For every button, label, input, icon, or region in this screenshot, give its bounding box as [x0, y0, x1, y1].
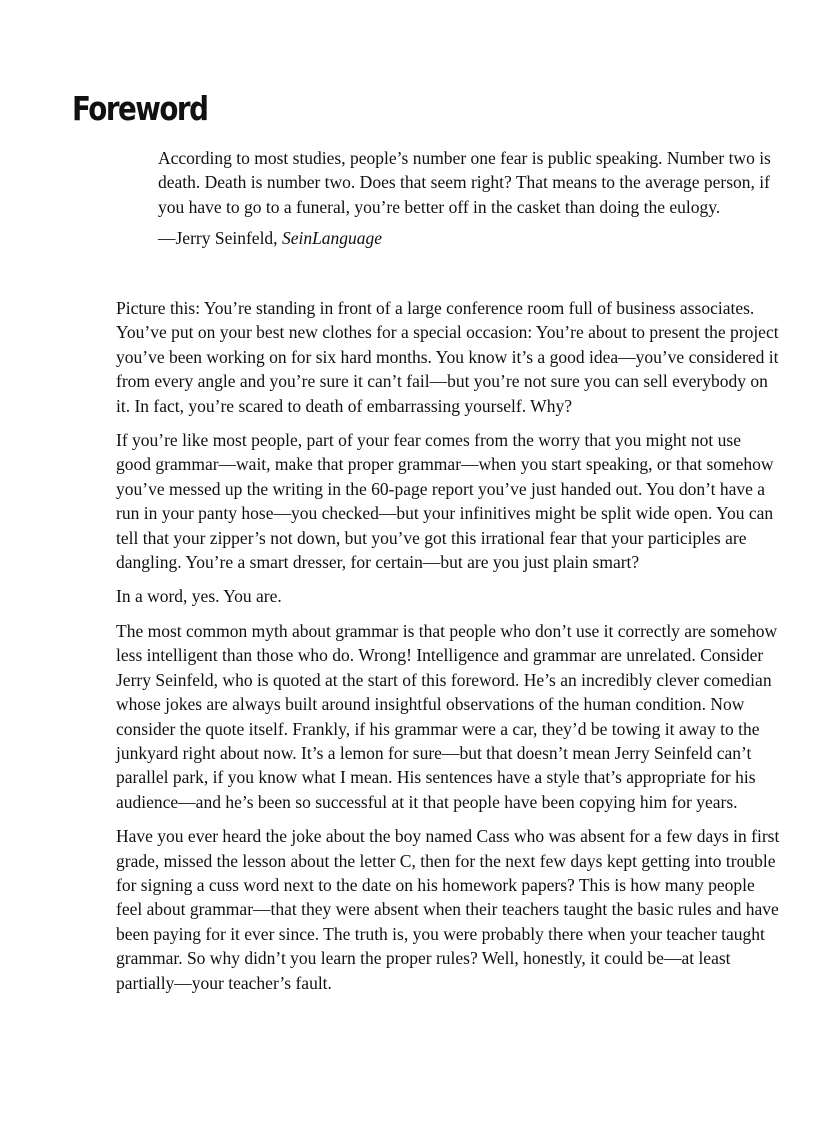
epigraph-work-title: SeinLanguage — [281, 228, 383, 249]
epigraph-quote: According to most studies, people’s number one fear is public speaking. Number two is death. Death is number two. Does that seem right? That means to the average person, if you have to go to a funeral, you’re better off in the casket than doing the eulogy. — [158, 148, 771, 217]
body-text — [116, 296, 780, 995]
paragraph-3: In a word, yes. You are. — [116, 586, 282, 607]
epigraph-author: —Jerry Seinfeld, — [158, 228, 282, 249]
epigraph-attribution — [158, 226, 772, 250]
epigraph — [158, 146, 772, 251]
page-heading: Foreword — [72, 89, 208, 128]
paragraph-2: If you’re like most people, part of your fear comes from the worry that you might not use good grammar—wait, make that proper grammar—when you start speaking, or that somehow you’ve messed up the writing in the 60-page report you’ve just handed out. You don’t have a run in your panty hose—you checked—but your infinitives might be split wide open. You can tell that your zipper’s not down, but you’ve got this irrational fear that your participles are dangling. You’re a smart dresser, for certain—but are you just plain smart? — [116, 430, 774, 573]
paragraph-4: The most common myth about grammar is that people who don’t use it correctly are somehow less intelligent than those who do. Wrong! Intelligence and grammar are unrelated. Consider Jerry Seinfeld, who is quoted at the start of this foreword. He’s an incredibly clever comedian whose jokes are always built around insightful observations of the human condition. Now consider the quote itself. Frankly, if his grammar were a car, they’d be towing it away to the junkyard right about now. It’s a lemon for sure—but that doesn’t mean Jerry Seinfeld can’t parallel park, if you know what I mean. His sentences have a style that’s appropriate for his audience—and he’s been so successful at it that people have been copying him for years. — [116, 620, 778, 812]
paragraph-5: Have you ever heard the joke about the boy named Cass who was absent for a few days in first grade, missed the lesson about the letter C, then for the next few days kept getting into trouble for signing a cuss word next to the date on his homework papers? This is how many people feel about grammar—that they were absent when their teachers taught the basic rules and have been paying for it ever since. The truth is, you were probably there when your teacher taught grammar. So why didn’t you learn the proper rules? Well, honestly, it could be—at least partially—your teacher’s fault. — [116, 826, 780, 993]
paragraph-1: Picture this: You’re standing in front of a large conference room full of business associates. You’ve put on your best new clothes for a special occasion: You’re about to present the project you’ve been working on for six hard months. You know it’s a good idea—you’ve considered it from every angle and you’re sure it can’t fail—but you’re not sure you can sell everybody on it. In fact, you’re scared to death of embarrassing yourself. Why? — [116, 298, 779, 416]
